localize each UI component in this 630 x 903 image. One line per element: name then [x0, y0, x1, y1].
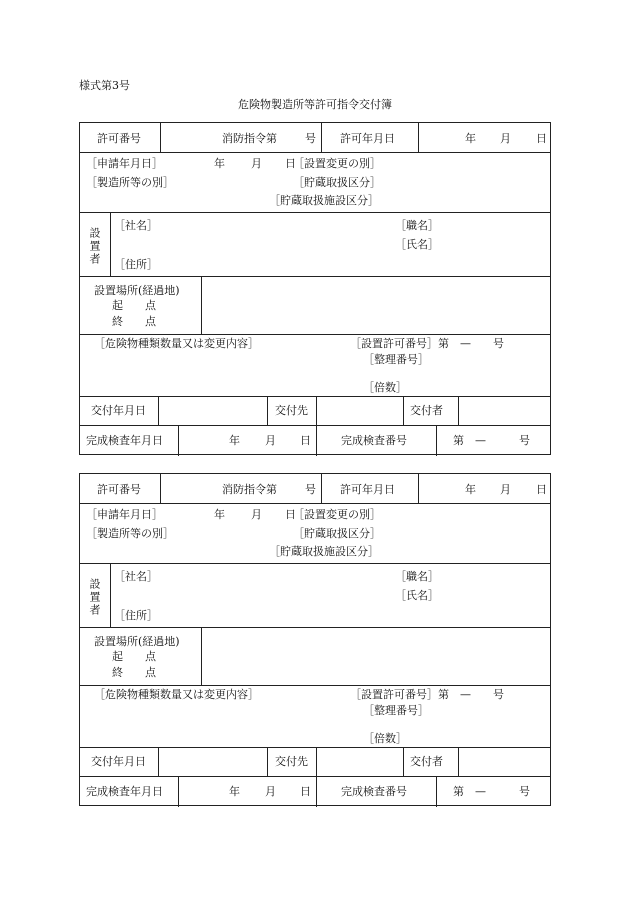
install-change-label: ［設置変更の別］ — [293, 508, 381, 521]
year-label: 年 — [214, 508, 225, 521]
issue-date-label: 交付年月日 — [91, 755, 146, 768]
storage-class-label: ［貯蔵取扱区分］ — [293, 176, 381, 189]
register-form-1 — [79, 122, 551, 455]
multiple-label: ［倍数］ — [363, 732, 407, 745]
inspect-date-label: 完成検査年月日 — [86, 434, 163, 447]
day-label: 日 — [536, 132, 547, 145]
company-label: ［社名］ — [114, 219, 158, 232]
inspect-date-label: 完成検査年月日 — [86, 785, 163, 798]
company-label: ［社名］ — [114, 570, 158, 583]
issue-to-label: 交付先 — [275, 404, 308, 417]
end-label: 終 点 — [112, 315, 156, 328]
day-label: 日 — [300, 785, 311, 798]
register-form-2 — [79, 473, 551, 806]
ref-no-label: ［整理番号］ — [363, 353, 429, 366]
year-label: 年 — [465, 132, 476, 145]
multiple-label: ［倍数］ — [363, 381, 407, 394]
issuer-label: 交付者 — [410, 404, 443, 417]
day-label: 日 — [285, 157, 296, 170]
year-label: 年 — [229, 434, 240, 447]
month-label: 月 — [500, 483, 511, 496]
install-permit-no-label: ［設置許可番号］第 — 号 — [350, 337, 504, 350]
year-label: 年 — [229, 785, 240, 798]
position-label: ［職名］ — [395, 570, 439, 583]
day-label: 日 — [285, 508, 296, 521]
permit-no-label: 許可番号 — [97, 483, 141, 496]
start-label: 起 点 — [112, 650, 156, 663]
issue-date-label: 交付年月日 — [91, 404, 146, 417]
permit-date-label: 許可年月日 — [340, 132, 395, 145]
go-label: 号 — [305, 483, 316, 496]
location-label: 設置場所(経過地) — [94, 284, 180, 297]
installer-label: 設置者 — [88, 227, 101, 266]
end-label: 終 点 — [112, 666, 156, 679]
facility-type-label: ［製造所等の別］ — [86, 527, 174, 540]
install-change-label: ［設置変更の別］ — [293, 157, 381, 170]
name-label: ［氏名］ — [395, 589, 439, 602]
fire-order-label: 消防指令第 — [222, 132, 277, 145]
day-label: 日 — [300, 434, 311, 447]
storage-facility-class-label: ［貯蔵取扱施設区分］ — [269, 545, 379, 558]
facility-type-label: ［製造所等の別］ — [86, 176, 174, 189]
installer-label: 設置者 — [88, 578, 101, 617]
inspect-no-value: 第 — 号 — [453, 434, 530, 447]
position-label: ［職名］ — [395, 219, 439, 232]
permit-date-label: 許可年月日 — [340, 483, 395, 496]
form-number: 様式第3号 — [79, 79, 130, 92]
inspect-no-value: 第 — 号 — [453, 785, 530, 798]
hazmat-label: ［危険物種類数量又は変更内容］ — [94, 688, 259, 701]
permit-no-label: 許可番号 — [97, 132, 141, 145]
month-label: 月 — [251, 508, 262, 521]
page-title: 危険物製造所等許可指令交付簿 — [238, 98, 392, 111]
year-label: 年 — [214, 157, 225, 170]
issuer-label: 交付者 — [410, 755, 443, 768]
address-label: ［住所］ — [114, 258, 158, 271]
issue-to-label: 交付先 — [275, 755, 308, 768]
month-label: 月 — [265, 434, 276, 447]
go-label: 号 — [305, 132, 316, 145]
location-label: 設置場所(経過地) — [94, 635, 180, 648]
month-label: 月 — [265, 785, 276, 798]
address-label: ［住所］ — [114, 609, 158, 622]
inspect-no-label: 完成検査番号 — [341, 434, 407, 447]
storage-class-label: ［貯蔵取扱区分］ — [293, 527, 381, 540]
storage-facility-class-label: ［貯蔵取扱施設区分］ — [269, 194, 379, 207]
month-label: 月 — [251, 157, 262, 170]
inspect-no-label: 完成検査番号 — [341, 785, 407, 798]
year-label: 年 — [465, 483, 476, 496]
apply-date-label: ［申請年月日］ — [86, 508, 163, 521]
install-permit-no-label: ［設置許可番号］第 — 号 — [350, 688, 504, 701]
name-label: ［氏名］ — [395, 238, 439, 251]
day-label: 日 — [536, 483, 547, 496]
hazmat-label: ［危険物種類数量又は変更内容］ — [94, 337, 259, 350]
ref-no-label: ［整理番号］ — [363, 704, 429, 717]
month-label: 月 — [500, 132, 511, 145]
start-label: 起 点 — [112, 299, 156, 312]
fire-order-label: 消防指令第 — [222, 483, 277, 496]
apply-date-label: ［申請年月日］ — [86, 157, 163, 170]
